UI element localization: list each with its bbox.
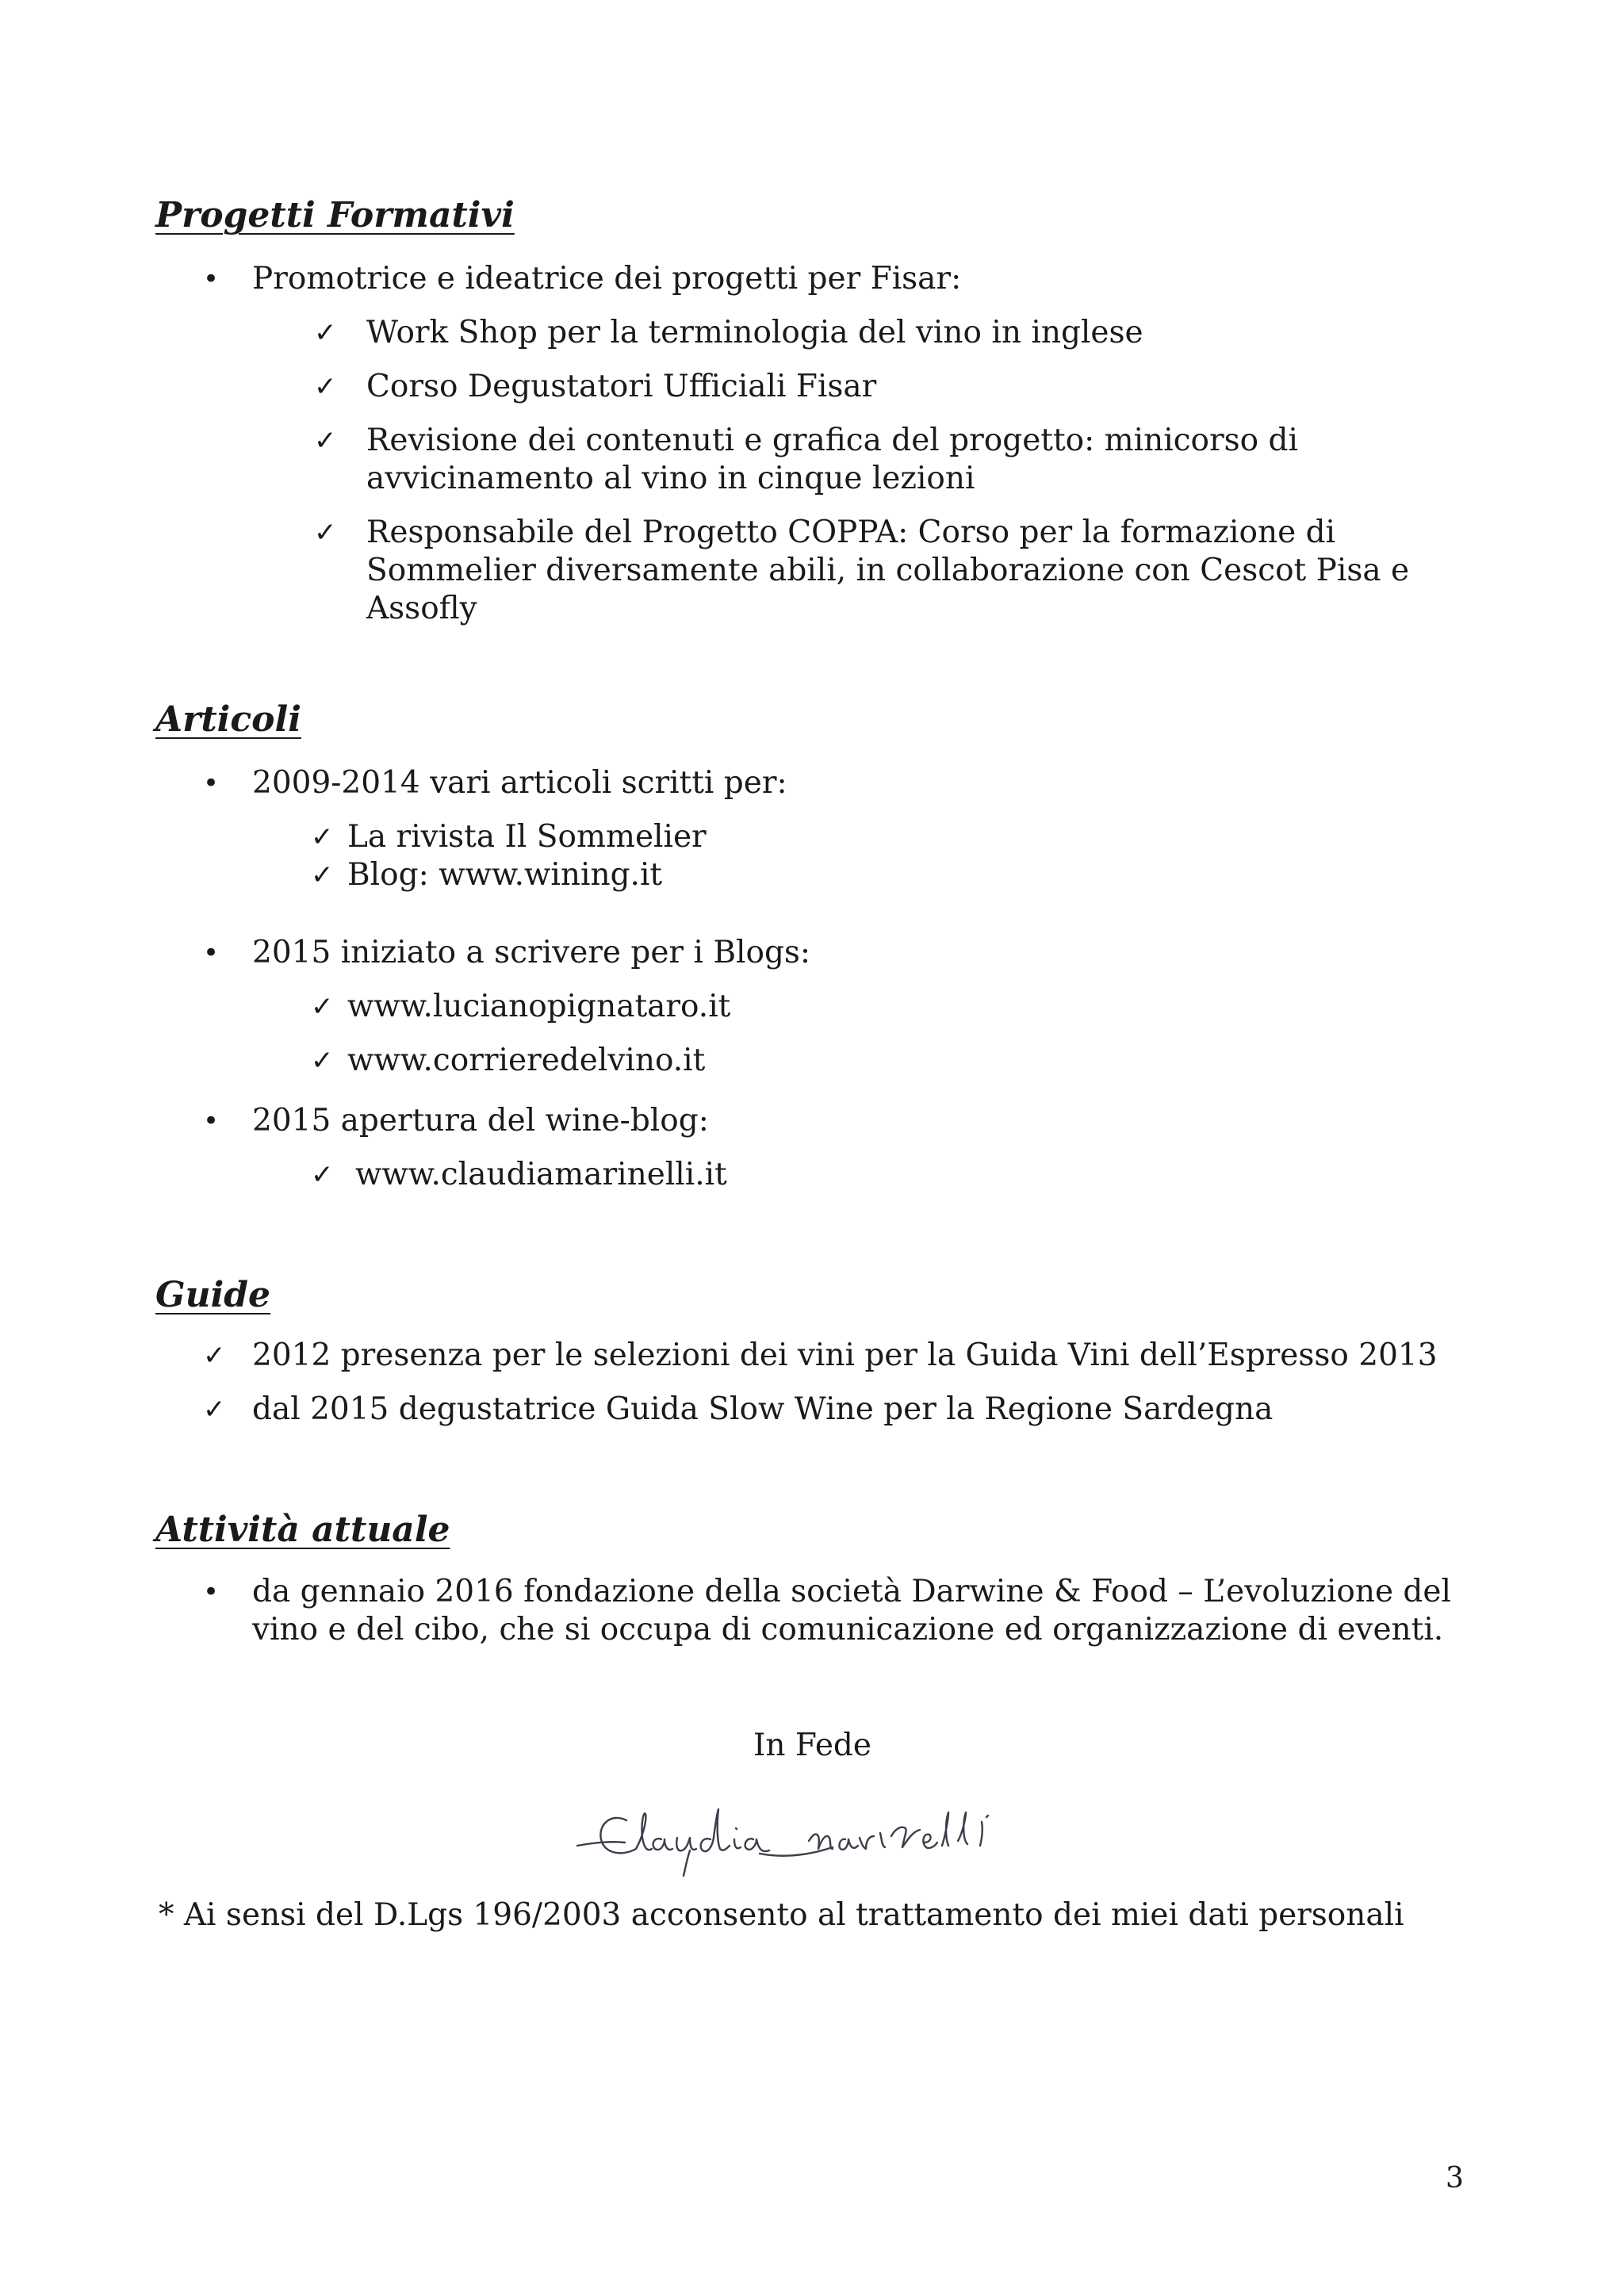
bullet-icon: • [203, 263, 220, 295]
privacy-statement: * Ai sensi del D.Lgs 196/2003 acconsento al trattamento dei miei dati personali [159, 1897, 1404, 1933]
checkmark-icon: ✓ [311, 859, 334, 891]
checkmark-icon: ✓ [314, 425, 337, 457]
checkmark-icon: ✓ [311, 1159, 334, 1191]
bullet-icon: • [203, 1576, 220, 1608]
bullet-icon: • [203, 1105, 220, 1137]
section-heading-articoli: Articoli [155, 699, 301, 740]
attivita-text-continuation: vino e del cibo, che si occupa di comunicazione ed organizzazione di eventi. [252, 1612, 1444, 1647]
articoli-item: www.claudiamarinelli.it [355, 1157, 727, 1192]
articoli-intro: 2015 iniziato a scrivere per i Blogs: [252, 935, 811, 970]
articoli-item: Blog: www.wining.it [347, 857, 663, 893]
handwritten-signature [571, 1790, 1039, 1885]
checkmark-icon: ✓ [314, 517, 337, 549]
page-number: 3 [1446, 2162, 1464, 2195]
progetti-item-continuation: Sommelier diversamente abili, in collaborazione con Cescot Pisa e [366, 553, 1410, 588]
checkmark-icon: ✓ [311, 821, 334, 853]
progetti-item: Work Shop per la terminologia del vino in inglese [366, 315, 1143, 350]
section-heading-progetti-formativi: Progetti Formativi [155, 195, 515, 235]
progetti-item: Corso Degustatori Ufficiali Fisar [366, 369, 877, 404]
articoli-intro: 2015 apertura del wine-blog: [252, 1103, 709, 1138]
articoli-item: www.corrieredelvino.it [347, 1043, 706, 1078]
articoli-item: La rivista Il Sommelier [347, 819, 707, 855]
guide-item: 2012 presenza per le selezioni dei vini per la Guida Vini dell’Espresso 2013 [252, 1337, 1438, 1373]
articoli-item: www.lucianopignataro.it [347, 989, 731, 1024]
progetti-item: Responsabile del Progetto COPPA: Corso per la formazione di [366, 515, 1336, 550]
progetti-item-continuation: avvicinamento al vino in cinque lezioni [366, 461, 975, 496]
bullet-icon: • [203, 937, 220, 969]
checkmark-icon: ✓ [311, 1045, 334, 1077]
checkmark-icon: ✓ [314, 371, 337, 403]
checkmark-icon: ✓ [311, 991, 334, 1023]
articoli-intro: 2009-2014 vari articoli scritti per: [252, 765, 787, 801]
checkmark-icon: ✓ [203, 1394, 226, 1425]
section-heading-guide: Guide [155, 1275, 271, 1315]
closing-in-fede: In Fede [753, 1728, 871, 1763]
progetti-intro: Promotrice e ideatrice dei progetti per Fisar: [252, 261, 962, 297]
progetti-item: Revisione dei contenuti e grafica del progetto: minicorso di [366, 423, 1298, 458]
checkmark-icon: ✓ [203, 1340, 226, 1372]
guide-item: dal 2015 degustatrice Guida Slow Wine per la Regione Sardegna [252, 1391, 1274, 1427]
section-heading-attivita-attuale: Attività attuale [155, 1510, 450, 1550]
attivita-text: da gennaio 2016 fondazione della società Darwine & Food – L’evoluzione del [252, 1574, 1451, 1609]
checkmark-icon: ✓ [314, 317, 337, 349]
progetti-item-continuation: Assofly [366, 591, 477, 626]
bullet-icon: • [203, 767, 220, 799]
